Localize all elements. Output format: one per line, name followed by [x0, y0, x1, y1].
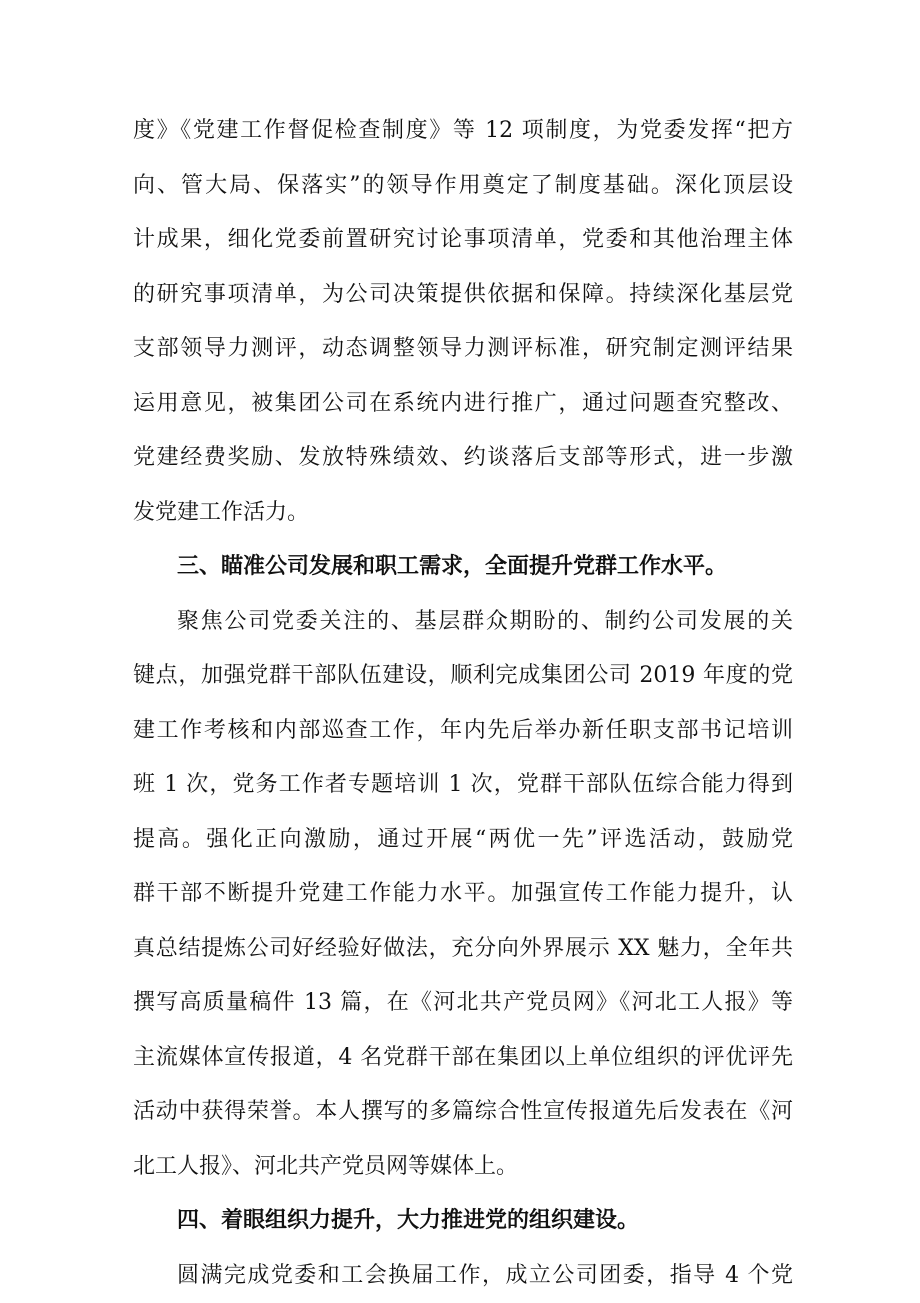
paragraph-organization-building [133, 1249, 793, 1303]
text-line: 圆满完成党委和工会换届工作，成立公司团委，指导 4 个党 [133, 1249, 793, 1303]
text-line: 建工作考核和内部巡查工作，年内先后举办新任职支部书记培训 [133, 704, 793, 759]
text-line: 群干部不断提升党建工作能力水平。加强宣传工作能力提升，认 [133, 867, 793, 922]
text-line: 班 1 次，党务工作者专题培训 1 次，党群干部队伍综合能力得到 [133, 758, 793, 813]
text-line: 向、管大局、保落实”的领导作用奠定了制度基础。深化顶层设 [133, 159, 793, 214]
text-line: 支部领导力测评，动态调整领导力测评标准，研究制定测评结果 [133, 322, 793, 377]
text-line: 键点，加强党群干部队伍建设，顺利完成集团公司 2019 年度的党 [133, 649, 793, 704]
text-line: 度》《党建工作督促检查制度》等 12 项制度，为党委发挥“把方 [133, 104, 793, 159]
paragraph-party-rules [133, 104, 793, 540]
text-line: 提高。强化正向激励，通过开展“两优一先”评选活动，鼓励党 [133, 813, 793, 868]
document-page [133, 104, 793, 1303]
text-line: 主流媒体宣传报道，4 名党群干部在集团以上单位组织的评优评先 [133, 1031, 793, 1086]
section-heading-four: 四、着眼组织力提升，大力推进党的组织建设。 [133, 1194, 793, 1249]
text-line: 计成果，细化党委前置研究讨论事项清单，党委和其他治理主体 [133, 213, 793, 268]
text-line: 真总结提炼公司好经验好做法，充分向外界展示 XX 魅力，全年共 [133, 922, 793, 977]
text-line: 的研究事项清单，为公司决策提供依据和保障。持续深化基层党 [133, 268, 793, 323]
text-line: 活动中获得荣誉。本人撰写的多篇综合性宣传报道先后发表在《河 [133, 1085, 793, 1140]
text-line: 发党建工作活力。 [133, 486, 793, 541]
section-heading-three: 三、瞄准公司发展和职工需求，全面提升党群工作水平。 [133, 540, 793, 595]
text-line: 运用意见，被集团公司在系统内进行推广，通过问题查究整改、 [133, 377, 793, 432]
text-line: 撰写高质量稿件 13 篇，在《河北共产党员网》《河北工人报》等 [133, 976, 793, 1031]
text-line: 聚焦公司党委关注的、基层群众期盼的、制约公司发展的关 [133, 595, 793, 650]
paragraph-party-group-work [133, 595, 793, 1195]
text-line: 党建经费奖励、发放特殊绩效、约谈落后支部等形式，进一步激 [133, 431, 793, 486]
text-line: 北工人报》、河北共产党员网等媒体上。 [133, 1140, 793, 1195]
